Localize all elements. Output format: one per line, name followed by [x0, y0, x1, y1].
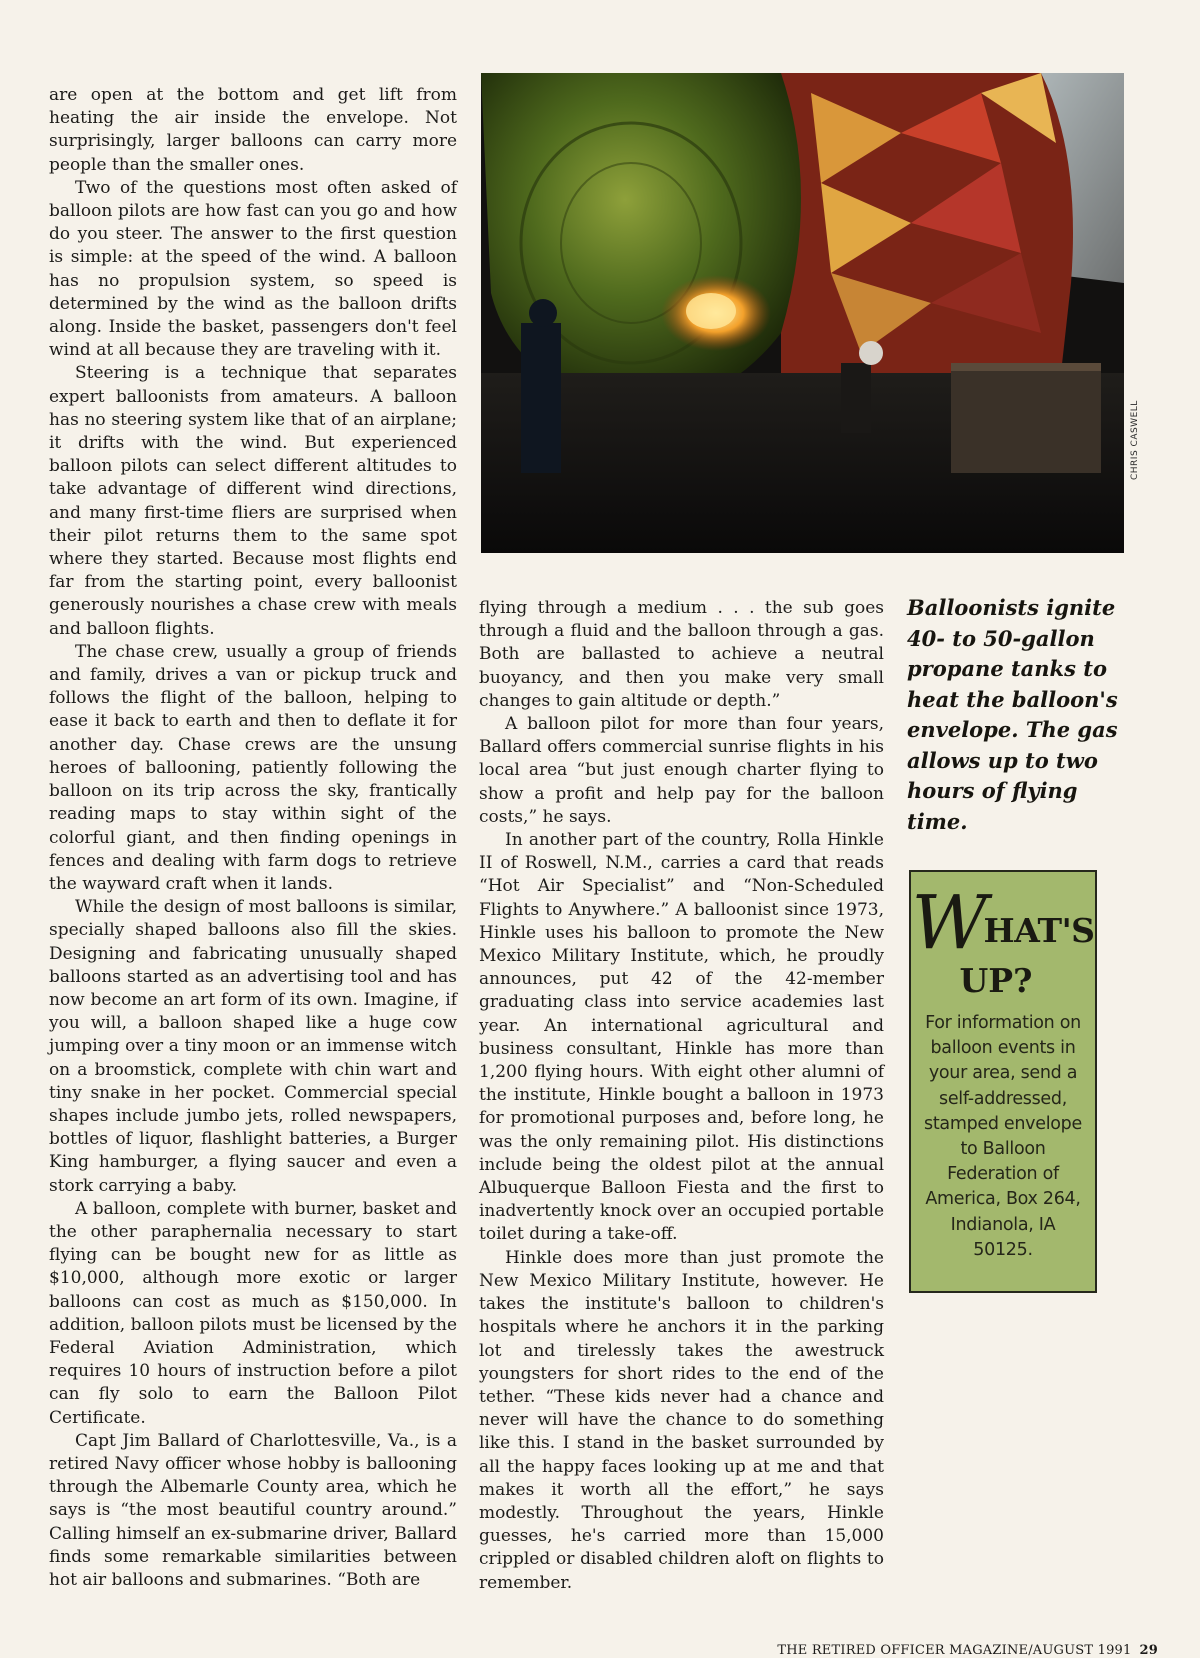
- paragraph: While the design of most balloons is similar, specially shaped balloons also fill the skies. Designing and fabricating unusually shaped balloons started as an advertising tool and has now become an art form of its own. Imagine, if you will, a balloon shaped like a huge cow jumping over a tiny moon or an immense witch on a broomstick, complete with chin wart and tiny snake in her pocket. Commercial special shapes include jumbo jets, rolled newspapers, bottles of liquor, flashlight batteries, a Burger King hamburger, a flying saucer and even a stork carrying a baby.: [49, 897, 457, 1196]
- whats-up-sidebar: [909, 870, 1097, 1293]
- sidebar-heading-initial: W: [911, 880, 984, 966]
- balloon-photo: [481, 73, 1124, 553]
- page-number: 29: [1139, 1643, 1158, 1658]
- paragraph: are open at the bottom and get lift from heating the air inside the envelope. Not surprisingly, larger balloons can carry more people than the smaller ones.: [49, 85, 457, 175]
- paragraph: Two of the questions most often asked of balloon pilots are how fast can you go and how do you steer. The answer to the first question is simple: at the speed of the wind. A balloon has no propulsion system, so speed is determined by the wind as the balloon drifts along. Inside the basket, passengers don't feel wind at all because they are traveling with it.: [49, 177, 457, 361]
- article-column-middle: [479, 597, 884, 1595]
- paragraph: Steering is a technique that separates expert balloonists from amateurs. A balloon has no steering system like that of an airplane; it drifts with the wind. But experienced balloon pilots can select different altitudes to take advantage of different wind directions, and many first-time fliers are surprised when their pilot returns them to the same spot where they started. Because most flights end far from the starting point, every balloonist generously nourishes a chase crew with meals and balloon flights.: [49, 363, 457, 639]
- paragraph: A balloon pilot for more than four years, Ballard offers commercial sunrise flights in his local area “but just enough charter flying to show a profit and help pay for the balloon costs,” he says.: [479, 714, 884, 827]
- article-column-left: [49, 84, 457, 1592]
- sidebar-heading-line2: UP?: [959, 961, 1033, 1000]
- paragraph: flying through a medium . . . the sub goes through a fluid and the balloon through a gas. Both are ballasted to achieve a neutral buoyancy, and then you make very small changes to gain altitude or depth.”: [479, 598, 884, 711]
- sidebar-body: For information on balloon events in your area, send a self-addressed, stamped envelope to Balloon Federation of America, Box 264, Indianola, IA 50125.: [924, 1013, 1082, 1260]
- balloon-photo-illustration: [481, 73, 1124, 553]
- paragraph: The chase crew, usually a group of friends and family, drives a van or pickup truck and follows the flight of the balloon, helping to ease it back to earth and then to deflate it for another day. Chase crews are the unsung heroes of ballooning, patiently following the balloon on its trip across the sky, frantically reading maps to stay within sight of the colorful giant, and then finding openings in fences and dealing with farm dogs to retrieve the wayward craft when it lands.: [49, 641, 457, 894]
- paragraph: Capt Jim Ballard of Charlottesville, Va., is a retired Navy officer whose hobby is ballooning through the Albemarle County area, which he says is “the most beautiful country around.” Calling himself an ex-submarine driver, Ballard finds some remarkable similarities between hot air balloons and submarines. “Both are: [49, 1430, 457, 1590]
- paragraph: Hinkle does more than just promote the New Mexico Military Institute, however. He takes the institute's balloon to children's hospitals where he anchors it in the parking lot and tirelessly takes the awestruck youngsters for short rides to the end of the tether. “These kids never had a chance and never will have the chance to do something like this. I stand in the basket surrounded by all the happy faces looking up at me and that makes it worth all the effort,” he says modestly. Throughout the years, Hinkle guesses, he's carried more than 15,000 crippled or disabled children aloft on flights to remember.: [479, 1247, 884, 1593]
- sidebar-heading: [911, 880, 1095, 1000]
- paragraph: In another part of the country, Rolla Hinkle II of Roswell, N.M., carries a card that reads “Hot Air Specialist” and “Non-Scheduled Flights to Anywhere.” A balloonist since 1973, Hinkle uses his balloon to promote the New Mexico Military Institute, which, he proudly announces, put 42 of the 42-member graduating class into service academies last year. An international agricultural and business consultant, Hinkle has more than 1,200 flying hours. With eight other alumni of the institute, Hinkle bought a balloon in 1973 for promotional purposes and, before long, he was the only remaining pilot. His distinctions include being the oldest pilot at the annual Albuquerque Balloon Fiesta and the first to inadvertently knock over an occupied portable toilet during a take-off.: [479, 830, 884, 1245]
- sidebar-heading-rest: HAT'S: [983, 911, 1095, 950]
- photo-credit: CHRIS CASWELL: [1130, 400, 1140, 480]
- photo-caption: Balloonists ignite 40- to 50-gallon propane tanks to heat the balloon's envelope. The gas allows up to two hours of flying time.: [907, 595, 1118, 834]
- publication-name: THE RETIRED OFFICER MAGAZINE/AUGUST 1991: [777, 1643, 1132, 1658]
- page-footer: [718, 1643, 1158, 1658]
- paragraph: A balloon, complete with burner, basket and the other paraphernalia necessary to start flying can be bought new for as little as $10,000, although more exotic or larger balloons can cost as much as $150,000. In addition, balloon pilots must be licensed by the Federal Aviation Administration, which requires 10 hours of instruction before a pilot can fly solo to earn the Balloon Pilot Certificate.: [49, 1198, 457, 1428]
